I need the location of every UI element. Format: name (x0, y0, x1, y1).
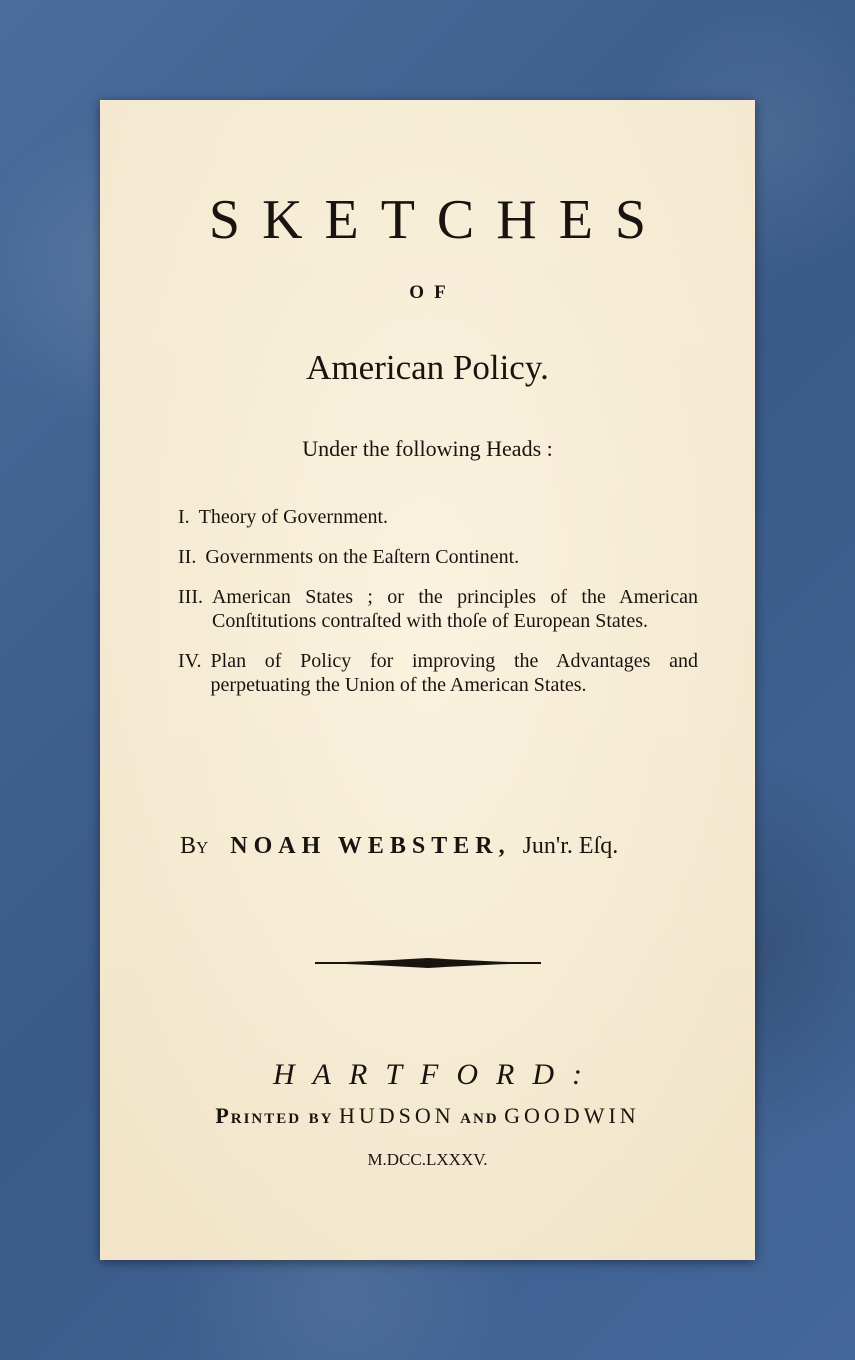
head-text: Theory of Government. (198, 506, 389, 528)
title-connector: OF (409, 282, 456, 303)
author-name: NOAH WEBSTER, (230, 833, 511, 859)
horizontal-rule-ornament-icon (315, 955, 541, 971)
head-numeral: I. (178, 506, 190, 528)
head-numeral: III. (178, 586, 203, 608)
head-item (178, 545, 698, 569)
head-item (178, 649, 698, 697)
head-text: Governments on the Eaſtern Continent. (205, 546, 520, 568)
imprint-place: HARTFORD: (273, 1058, 600, 1091)
head-text: Plan of Policy for improving the Advantages and perpetuating the Union of the American States. (210, 650, 698, 696)
author-by: By (180, 833, 209, 859)
book-subtitle: American Policy. (306, 348, 549, 387)
book-title: SKETCHES (208, 189, 669, 251)
head-item (178, 585, 698, 633)
printer-name-1: HUDSON (338, 1103, 455, 1128)
printer-name-2: GOODWIN (504, 1103, 640, 1128)
title-page (100, 100, 755, 1260)
head-text: American States ; or the principles of the American Conſtitutions contraſted with thoſe of European States. (211, 586, 698, 632)
author-line (180, 833, 618, 860)
printer-and: and (460, 1103, 499, 1128)
heads-list (178, 505, 698, 713)
head-numeral: IV. (178, 650, 202, 672)
imprint-printer-line (100, 1103, 755, 1129)
printed-by-label: Printed by (215, 1103, 334, 1128)
imprint-year: M.DCC.LXXXV. (367, 1150, 488, 1169)
author-suffix: Jun'r. Eſq. (522, 833, 619, 859)
head-numeral: II. (178, 546, 197, 568)
heads-intro: Under the following Heads : (302, 436, 553, 461)
head-item (178, 505, 698, 529)
